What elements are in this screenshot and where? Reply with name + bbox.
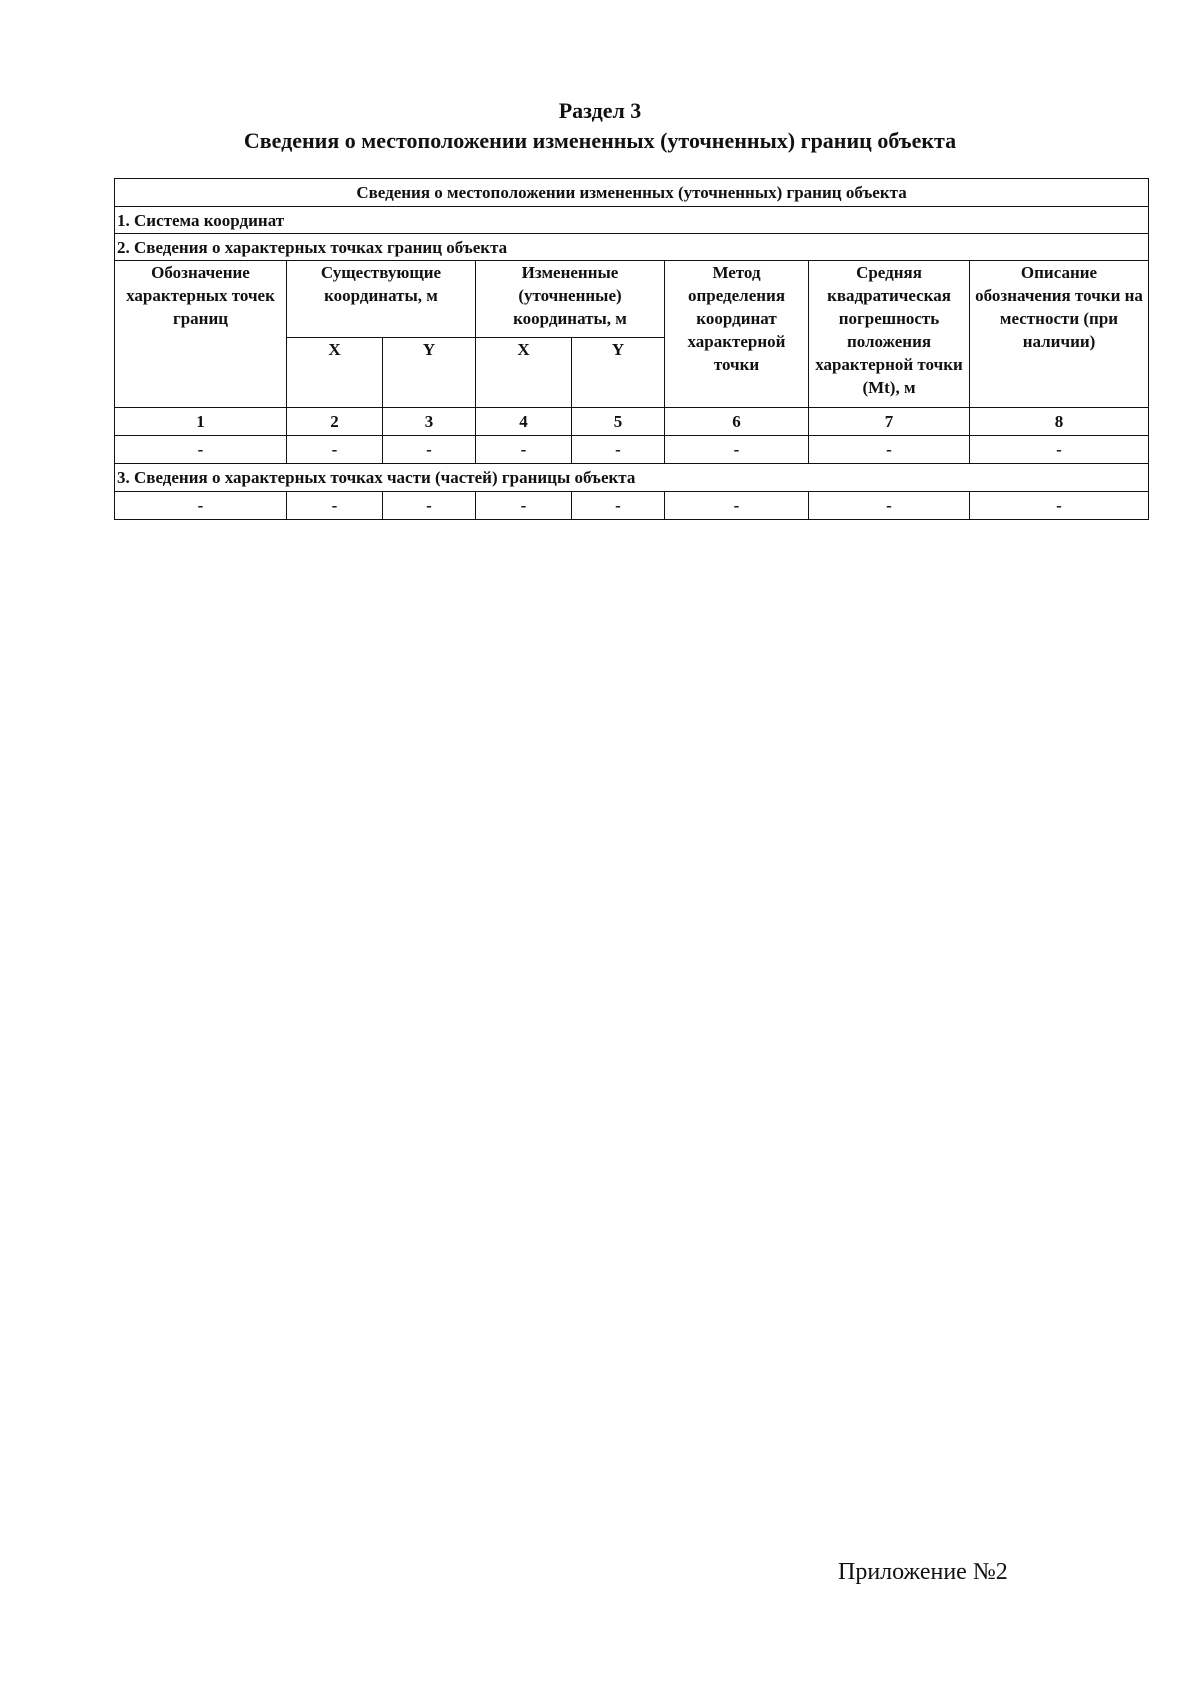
table-cell: - xyxy=(476,492,572,520)
row-boundary-points: 2. Сведения о характерных точках границ объекта xyxy=(115,234,1149,261)
header-existing-x: X xyxy=(287,338,383,408)
row-coordinate-system: 1. Система координат xyxy=(115,207,1149,234)
column-number-row xyxy=(115,408,1149,436)
column-number: 7 xyxy=(809,408,970,436)
section-label: Раздел 3 xyxy=(558,98,642,123)
appendix-label: Приложение №2 xyxy=(838,1559,1008,1585)
column-number: 2 xyxy=(287,408,383,436)
table-cell: - xyxy=(287,492,383,520)
boundary-table xyxy=(114,178,1149,520)
section-title: Сведения о местоположении измененных (уточненных) границ объекта xyxy=(243,128,957,153)
table-cell: - xyxy=(809,492,970,520)
header-designation: Обозначение характерных точек границ xyxy=(115,261,287,408)
header-changed-y: Y xyxy=(572,338,665,408)
column-number: 1 xyxy=(115,408,287,436)
table-cell: - xyxy=(970,492,1149,520)
column-number: 3 xyxy=(383,408,476,436)
row-part-boundary-points: 3. Сведения о характерных точках части (частей) границы объекта xyxy=(115,464,1149,492)
table-cell: - xyxy=(115,436,287,464)
header-method: Метод определения координат характерной точки xyxy=(665,261,809,408)
header-changed-coordinates: Измененные (уточненные) координаты, м xyxy=(476,261,665,338)
header-description: Описание обозначения точки на местности (при наличии) xyxy=(970,261,1149,408)
header-existing-coordinates: Существующие координаты, м xyxy=(287,261,476,338)
table-caption: Сведения о местоположении измененных (уточненных) границ объекта xyxy=(115,179,1149,207)
table-cell: - xyxy=(115,492,287,520)
table-row xyxy=(115,436,1149,464)
column-number: 5 xyxy=(572,408,665,436)
table-cell: - xyxy=(665,492,809,520)
table-cell: - xyxy=(665,436,809,464)
column-number: 4 xyxy=(476,408,572,436)
table-cell: - xyxy=(970,436,1149,464)
header-changed-x: X xyxy=(476,338,572,408)
column-number: 6 xyxy=(665,408,809,436)
table-cell: - xyxy=(383,436,476,464)
column-number: 8 xyxy=(970,408,1149,436)
table-cell: - xyxy=(809,436,970,464)
table-cell: - xyxy=(287,436,383,464)
table-cell: - xyxy=(383,492,476,520)
header-error: Средняя квадратическая погрешность положения характерной точки (Mt), м xyxy=(809,261,970,408)
table-row xyxy=(115,492,1149,520)
header-existing-y: Y xyxy=(383,338,476,408)
table-cell: - xyxy=(572,436,665,464)
table-cell: - xyxy=(572,492,665,520)
table-cell: - xyxy=(476,436,572,464)
